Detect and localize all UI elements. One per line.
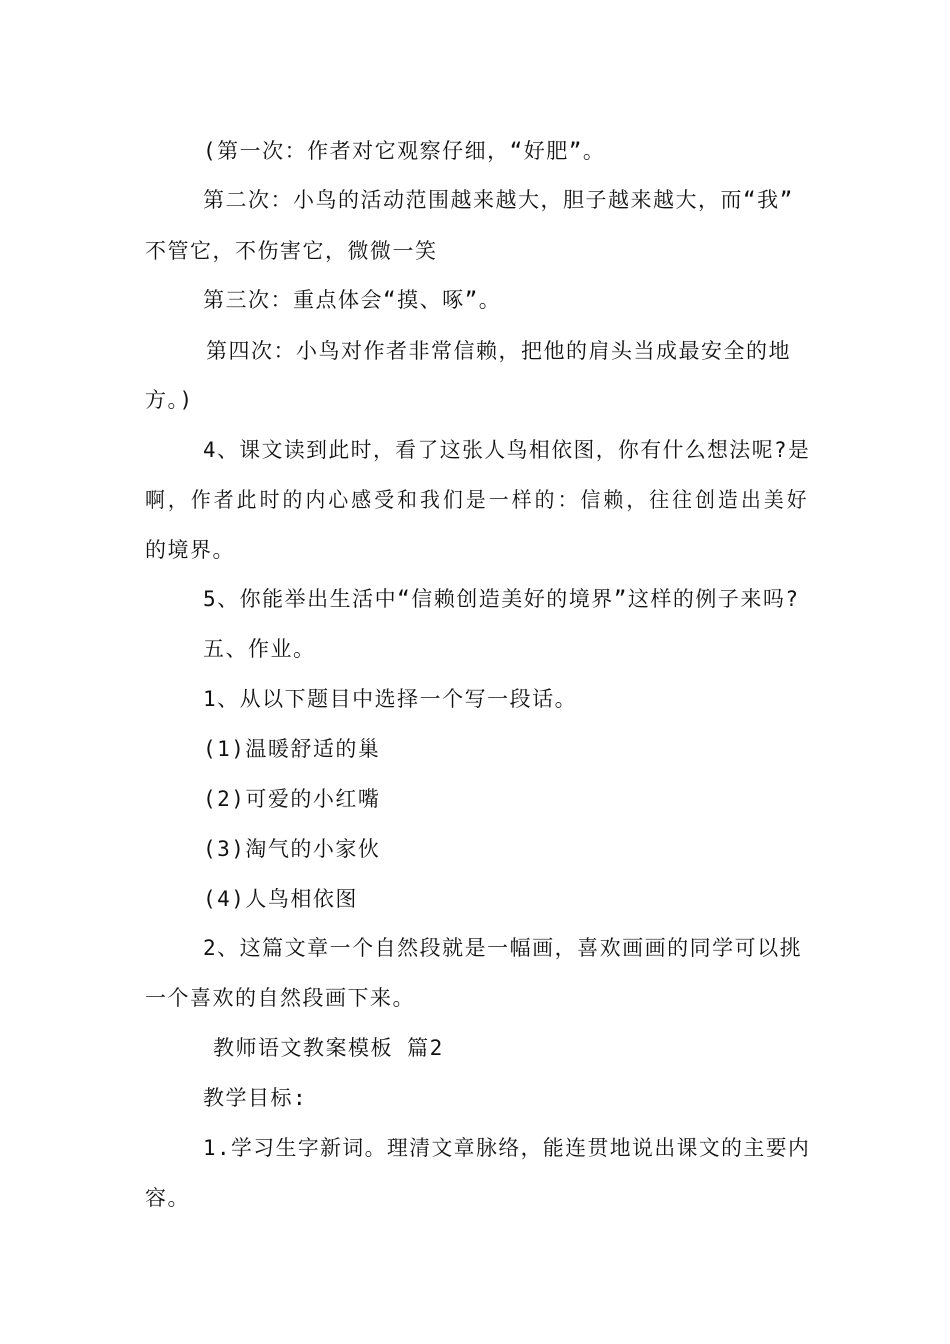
paragraph-line: (第一次：作者对它观察仔细，“好肥”。 [203,139,606,163]
list-item: (4)人鸟相依图 [203,887,358,911]
list-item: (2)可爱的小红嘴 [203,787,381,811]
paragraph-line: 4、课文读到此时，看了这张人鸟相依图，你有什么想法呢?是 [203,438,811,462]
section-heading: 五、作业。 [203,637,316,661]
list-item: (1)温暖舒适的巢 [203,737,381,761]
paragraph-line: 第三次：重点体会“摸、啄”。 [203,288,502,312]
paragraph-line: 啊，作者此时的内心感受和我们是一样的：信赖，往往创造出美好 [145,488,810,512]
paragraph-line: 1.学习生字新词。理清文章脉络，能连贯地说出课文的主要内 [203,1136,811,1160]
section-heading: 教学目标: [203,1086,308,1110]
paragraph-line: 的境界。 [145,538,235,562]
paragraph-line: 容。 [145,1186,190,1210]
paragraph-line: 5、你能举出生活中“信赖创造美好的境界”这样的例子来吗? [203,587,800,611]
paragraph-line: 1、从以下题目中选择一个写一段话。 [203,687,578,711]
paragraph-line: 不管它，不伤害它，微微一笑 [145,239,438,263]
paragraph-line: 一个喜欢的自然段画下来。 [145,986,415,1010]
paragraph-line: 方。) [145,388,194,412]
paragraph-line: 2、这篇文章一个自然段就是一幅画，喜欢画画的同学可以挑 [203,936,803,960]
paragraph-line: 第四次：小鸟对作者非常信赖，把他的肩头当成最安全的地 [206,339,791,363]
list-item: (3)淘气的小家伙 [203,837,381,861]
section-title: 教师语文教案模板 篇2 [213,1036,444,1060]
paragraph-line: 第二次：小鸟的活动范围越来越大，胆子越来越大，而“我” [203,188,794,212]
